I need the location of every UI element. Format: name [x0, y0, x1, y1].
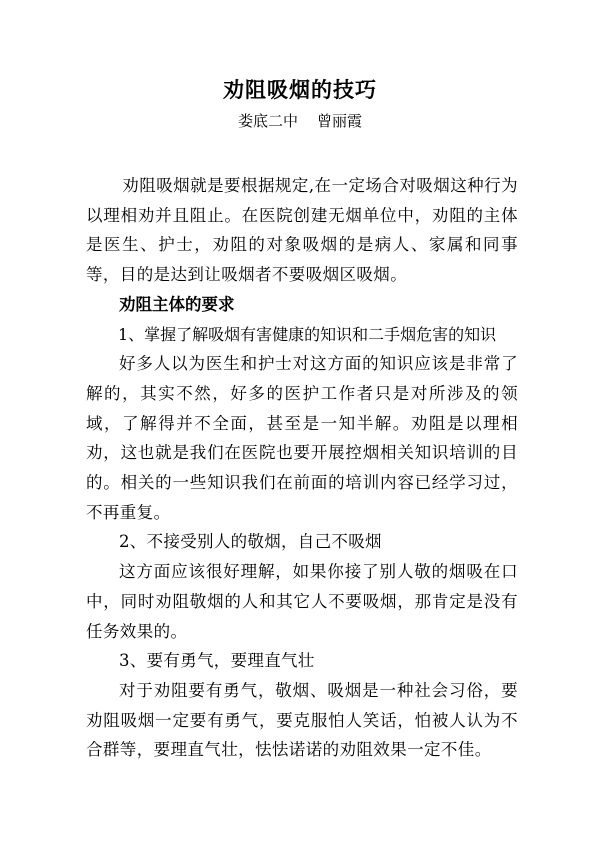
- document-title: 劝阻吸烟的技巧: [223, 78, 377, 102]
- document-byline: 娄底二中 曾丽霞: [237, 112, 363, 130]
- point-1-paragraph: 好多人以为医生和护士对这方面的知识应该是非常了解的，其实不然，好多的医护工作者只是对所涉及的领域，了解得并不全面，甚至是一知半解。劝阻是以理相劝，这也就是我们在医院也要开展控烟相关知识培训的目的。相关的一些知识我们在前面的培训内容已经学习过，不再重复。: [86, 354, 518, 522]
- document-body: [86, 171, 518, 765]
- point-2-paragraph: 这方面应该很好理解，如果你接了别人敬的烟吸在口中，同时劝阻敬烟的人和其它人不要吸烟，那肯定是没有任务效果的。: [86, 562, 518, 641]
- section-heading: 劝阻主体的要求: [119, 294, 235, 314]
- point-3-paragraph: 对于劝阻要有勇气，敬烟、吸烟是一种社会习俗，要劝阻吸烟一定要有勇气，要克服怕人笑话，怕被人认为不合群等，要理直气壮，怯怯诺诺的劝阻效果一定不佳。: [86, 680, 518, 760]
- point-2-heading: 2、不接受别人的敬烟，自己不吸烟: [119, 532, 382, 552]
- point-3-heading: 3、要有勇气，要理直气壮: [119, 651, 315, 671]
- point-1-heading: 1、掌握了解吸烟有害健康的知识和二手烟危害的知识: [118, 324, 497, 344]
- intro-paragraph: 劝阻吸烟就是要根据规定,在一定场合对吸烟这种行为以理相劝并且阻止。在医院创建无烟单位中，劝阻的主体是医生、护士，劝阻的对象吸烟的是病人、家属和同事等，目的是达到让吸烟者不要吸烟区吸烟。: [86, 176, 518, 285]
